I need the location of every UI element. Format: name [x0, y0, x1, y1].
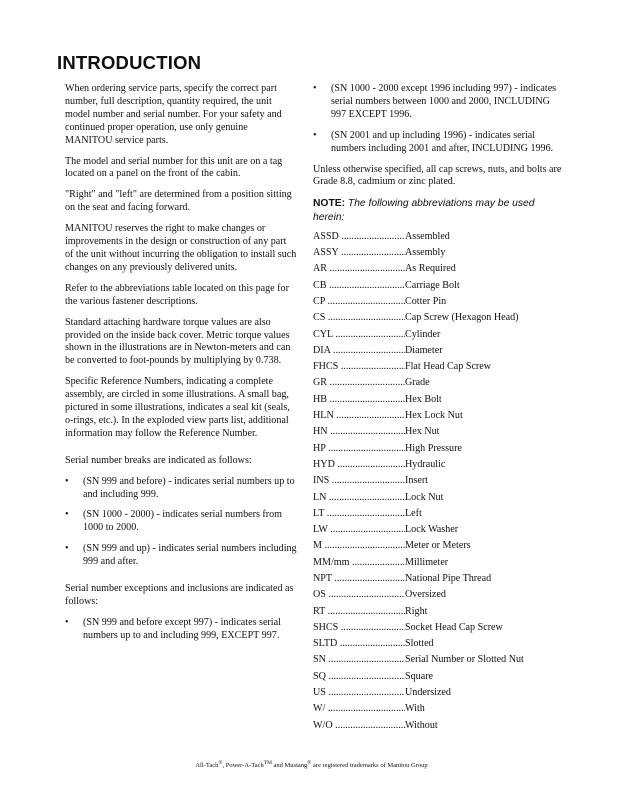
- abbreviation-code: CP .....: [313, 294, 405, 310]
- abbreviation-row: [313, 343, 563, 359]
- abbreviation-code: SHCS .....: [313, 620, 405, 636]
- page-title: INTRODUCTION: [57, 52, 202, 73]
- bullet-icon: •: [65, 509, 69, 521]
- abbreviation-meaning: Insert: [405, 475, 428, 487]
- list-item: • (SN 999 and before) - indicates serial numbers up to and including 999.: [65, 475, 295, 500]
- abbreviation-code: MM/mm .....: [313, 555, 405, 571]
- abbreviation-code: NPT .....: [313, 571, 405, 587]
- abbreviation-row: [313, 718, 563, 734]
- abbreviation-row: [313, 310, 563, 326]
- list-item: • (SN 2001 and up including 1996) - indicates serial numbers including 2001 and after, INCLUDING 1996.: [313, 129, 554, 154]
- paragraph-exceptions-intro: Serial number exceptions and inclusions are indicated as follows:: [65, 583, 294, 607]
- abbreviation-code: CYL .....: [313, 327, 405, 343]
- abbreviation-meaning: Meter or Meters: [405, 540, 471, 552]
- abbreviation-meaning: Assembled: [405, 230, 450, 242]
- abbreviation-row: [313, 473, 563, 489]
- abbreviation-code: W/ .....: [313, 701, 405, 717]
- abbreviation-row: [313, 441, 563, 457]
- abbreviation-row: [313, 457, 563, 473]
- abbreviation-row: [313, 555, 563, 571]
- abbreviation-meaning: Flat Head Cap Screw: [405, 361, 492, 373]
- abbreviation-row: [313, 424, 563, 440]
- abbreviation-row: [313, 538, 563, 554]
- note-text: The following abbreviations may be used herein:: [313, 198, 535, 223]
- abbreviation-code: RT .....: [313, 604, 405, 620]
- bullet-icon: •: [65, 543, 69, 555]
- abbreviation-code: SLTD .....: [313, 636, 405, 652]
- list-item: • (SN 1000 - 2000) - indicates serial numbers from 1000 to 2000.: [65, 509, 283, 534]
- abbreviation-row: [313, 327, 563, 343]
- abbreviation-meaning: Serial Number or Slotted Nut: [405, 654, 524, 666]
- bullet-icon: •: [313, 83, 317, 94]
- abbreviation-meaning: With: [405, 703, 425, 715]
- abbreviation-meaning: Cotter Pin: [405, 295, 447, 307]
- bullet-icon: •: [65, 475, 69, 487]
- abbreviation-meaning: Left: [405, 507, 422, 519]
- abbreviation-code: SN .....: [313, 652, 405, 668]
- abbreviation-meaning: Hex Nut: [405, 426, 440, 438]
- abbreviation-row: [313, 701, 563, 717]
- paragraph-abbreviations-ref: Refer to the abbreviations table located on this page for the various fastener descriptions.: [65, 282, 289, 307]
- paragraph-torque: Standard attaching hardware torque values are also provided on the inside back cover. Metric torque values shown in the illustrations are in Newton-meters and can be converted to foot-pounds by multiplying by 0.738.: [65, 316, 291, 367]
- abbreviation-row: [313, 490, 563, 506]
- list-item: • (SN 999 and before except 997) - indicates serial numbers up to and including 999, EXCEPT 997.: [65, 616, 281, 641]
- abbreviation-meaning: Hydraulic: [405, 458, 446, 470]
- abbreviation-code: HYD .....: [313, 457, 405, 473]
- list-item: • (SN 1000 - 2000 except 1996 including 997) - indicates serial numbers between 1000 and 2000, INCLUDING 997 EXCEPT 1996.: [313, 83, 557, 120]
- abbreviation-meaning: Lock Nut: [405, 491, 444, 503]
- abbreviation-code: HP .....: [313, 441, 405, 457]
- abbreviation-row: [313, 604, 563, 620]
- abbreviation-code: CB .....: [313, 278, 405, 294]
- abbreviation-meaning: Cap Screw (Hexagon Head): [405, 312, 519, 324]
- abbreviation-row: [313, 278, 563, 294]
- abbreviation-code: HB .....: [313, 392, 405, 408]
- abbreviation-row: [313, 636, 563, 652]
- abbreviation-meaning: Grade: [405, 377, 430, 389]
- abbreviation-meaning: Cylinder: [405, 328, 441, 340]
- abbreviation-code: ASSD .....: [313, 229, 405, 245]
- abbreviation-row: [313, 392, 563, 408]
- abbreviation-code: CS .....: [313, 310, 405, 326]
- abbreviation-code: SQ .....: [313, 669, 405, 685]
- paragraph-right-left: "Right" and "left" are determined from a position sitting on the seat and facing forward.: [65, 189, 292, 214]
- abbreviation-code: M .....: [313, 538, 405, 554]
- abbreviation-code: AR .....: [313, 261, 405, 277]
- abbreviation-row: [313, 229, 563, 245]
- bullet-icon: •: [65, 616, 69, 628]
- abbreviation-row: [313, 522, 563, 538]
- abbreviation-row: [313, 294, 563, 310]
- abbreviation-code: LN .....: [313, 490, 405, 506]
- abbreviation-code: ASSY .....: [313, 245, 405, 261]
- abbreviation-meaning: Square: [405, 670, 434, 682]
- bullet-icon: •: [313, 129, 317, 141]
- abbreviation-meaning: Millimeter: [405, 556, 449, 568]
- abbreviation-meaning: As Required: [405, 263, 456, 275]
- note-label: NOTE:: [313, 198, 346, 210]
- abbreviation-code: DIA .....: [313, 343, 405, 359]
- abbreviation-code: OS .....: [313, 587, 405, 603]
- abbreviation-meaning: Hex Lock Nut: [405, 410, 463, 422]
- paragraph-changes: MANITOU reserves the right to make changes or improvements in the design or construction of any part of the unit without incurring the obligation to install such changes on any previously delivered units.: [65, 223, 297, 273]
- abbreviation-row: [313, 375, 563, 391]
- abbreviation-meaning: High Pressure: [405, 442, 462, 454]
- abbreviation-row: [313, 587, 563, 603]
- abbreviation-code: INS .....: [313, 473, 405, 489]
- abbreviation-meaning: Hex Bolt: [405, 393, 442, 405]
- abbreviation-code: W/O .....: [313, 718, 405, 734]
- abbreviation-meaning: National Pipe Thread: [405, 572, 492, 584]
- abbreviation-code: LW .....: [313, 522, 405, 538]
- abbreviation-meaning: Lock Washer: [405, 524, 459, 536]
- abbreviation-row: [313, 620, 563, 636]
- paragraph-serial-location: The model and serial number for this unit are on a tag located on a panel on the front of the cabin.: [65, 155, 283, 180]
- abbreviation-row: [313, 669, 563, 685]
- abbreviation-meaning: Assembly: [405, 247, 446, 259]
- abbreviation-meaning: Diameter: [405, 344, 443, 356]
- abbreviation-row: [313, 408, 563, 424]
- abbreviation-row: [313, 506, 563, 522]
- abbreviation-row: [313, 571, 563, 587]
- abbreviation-row: [313, 245, 563, 261]
- right-column: [313, 83, 563, 734]
- list-item: • (SN 999 and up) - indicates serial numbers including 999 and after.: [65, 543, 297, 568]
- abbreviation-row: [313, 685, 563, 701]
- abbreviation-code: GR .....: [313, 375, 405, 391]
- abbreviation-code: US .....: [313, 685, 405, 701]
- abbreviation-meaning: Slotted: [405, 638, 434, 650]
- abbreviation-meaning: Oversized: [405, 589, 446, 601]
- trademark-footer: All-Tach®, Power-A-Tach™ and Mustang® are registered trademarks of Manitou Group: [195, 760, 428, 770]
- abbreviation-row: [313, 261, 563, 277]
- abbreviation-code: LT .....: [313, 506, 405, 522]
- abbreviation-code: HN .....: [313, 424, 405, 440]
- abbreviation-row: [313, 652, 563, 668]
- paragraph-reference-numbers: Specific Reference Numbers, indicating a complete assembly, are circled in some illustrations. A small bag, pictured in some illustrations, indicates a seal kit (seals, o-rings, etc.). In the exploded view parts list, additional information may follow the Reference Number.: [65, 376, 290, 439]
- paragraph-grade: Unless otherwise specified, all cap screws, nuts, and bolts are Grade 8.8, cadmium or zinc plated.: [313, 163, 562, 188]
- abbreviation-meaning: Undersized: [405, 687, 451, 699]
- paragraph-ordering: When ordering service parts, specify the correct part number, full description, quantity required, the unit model number and serial number. For your safety and continued proper operation, use only genuine MANITOU service parts.: [65, 83, 282, 146]
- abbreviation-meaning: Right: [405, 605, 428, 617]
- abbreviation-code: HLN .....: [313, 408, 405, 424]
- abbreviation-meaning: Carriage Bolt: [405, 279, 460, 291]
- note-heading: [313, 197, 563, 223]
- abbreviation-list: [313, 229, 563, 734]
- abbreviation-row: [313, 359, 563, 375]
- abbreviation-meaning: Without: [405, 719, 438, 731]
- paragraph-breaks-intro: Serial number breaks are indicated as follows:: [65, 454, 252, 466]
- abbreviation-meaning: Socket Head Cap Screw: [405, 621, 503, 633]
- left-column: [65, 83, 297, 651]
- abbreviation-code: FHCS .....: [313, 359, 405, 375]
